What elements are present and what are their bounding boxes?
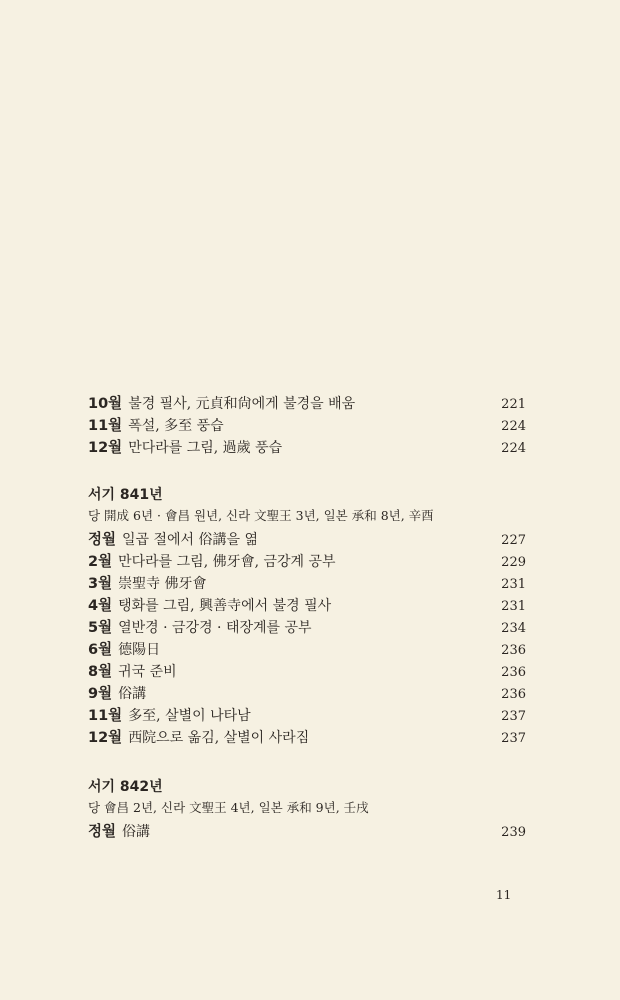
entry-page: 227 [501, 533, 526, 548]
entry-page: 239 [501, 825, 526, 840]
year-heading: 서기 842년 [88, 779, 163, 795]
entry-title: 만다라를 그림, 佛牙會, 금강계 공부 [118, 554, 336, 570]
entry-title: 폭설, 多至 풍습 [128, 418, 224, 434]
toc-entry [88, 638, 526, 662]
entry-title: 일곱 절에서 俗講을 엶 [122, 532, 259, 548]
entry-month: 5월 [88, 620, 113, 636]
entry-month: 정월 [88, 532, 117, 548]
entry-title: 俗講 [122, 824, 151, 840]
entry-page: 224 [501, 419, 526, 434]
entry-month: 9월 [88, 686, 113, 702]
year-heading: 서기 841년 [88, 487, 163, 503]
toc-entry [88, 528, 526, 552]
entry-month: 4월 [88, 598, 113, 614]
entry-month: 정월 [88, 824, 117, 840]
toc-entry [88, 572, 526, 596]
year-subheading: 당 會昌 2년, 신라 文聖王 4년, 일본 承和 9년, 壬戌 [88, 800, 369, 815]
page-number: 11 [496, 888, 512, 902]
entry-page: 231 [501, 599, 526, 614]
entry-page: 236 [501, 643, 526, 658]
entry-month: 12월 [88, 730, 123, 746]
toc-entry [88, 550, 526, 574]
entry-page: 236 [501, 687, 526, 702]
toc-entry [88, 682, 526, 706]
entry-title: 열반경 · 금강경 · 태장계를 공부 [118, 620, 312, 636]
entry-title: 불경 필사, 元貞和尙에게 불경을 배움 [128, 396, 356, 412]
entry-month: 3월 [88, 576, 113, 592]
entry-month: 8월 [88, 664, 113, 680]
entry-title: 德陽日 [118, 642, 161, 658]
entry-page: 237 [501, 731, 526, 746]
toc-entry [88, 726, 526, 750]
entry-page: 234 [501, 621, 526, 636]
toc-entry [88, 616, 526, 640]
entry-page: 231 [501, 577, 526, 592]
entry-title: 귀국 준비 [118, 664, 177, 680]
entry-title: 西院으로 옮김, 살별이 사라짐 [128, 730, 310, 746]
entry-title: 多至, 살별이 나타남 [128, 708, 251, 724]
entry-page: 236 [501, 665, 526, 680]
entry-page: 224 [501, 441, 526, 456]
toc-entry [88, 660, 526, 684]
toc-entry [88, 594, 526, 618]
entry-title: 만다라를 그림, 過歲 풍습 [128, 440, 283, 456]
entry-title: 俗講 [118, 686, 147, 702]
toc-entry [88, 820, 526, 844]
entry-month: 2월 [88, 554, 113, 570]
toc-entry [88, 414, 526, 438]
entry-title: 탱화를 그림, 興善寺에서 불경 필사 [118, 598, 332, 614]
entry-month: 11월 [88, 418, 123, 434]
entry-month: 11월 [88, 708, 123, 724]
toc-entry [88, 392, 526, 416]
entry-title: 崇聖寺 佛牙會 [118, 576, 207, 592]
entry-page: 229 [501, 555, 526, 570]
entry-page: 237 [501, 709, 526, 724]
entry-month: 12월 [88, 440, 123, 456]
entry-month: 6월 [88, 642, 113, 658]
toc-entry [88, 704, 526, 728]
entry-month: 10월 [88, 396, 123, 412]
year-subheading: 당 開成 6년 · 會昌 원년, 신라 文聖王 3년, 일본 承和 8년, 辛酉 [88, 508, 434, 523]
toc-entry [88, 436, 526, 460]
entry-page: 221 [501, 397, 526, 412]
